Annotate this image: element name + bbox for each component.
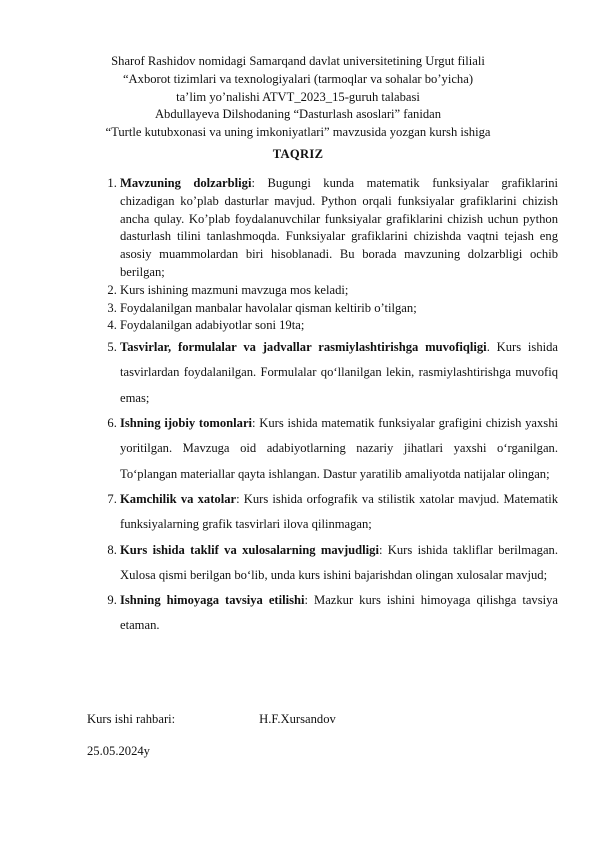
header-line-university: Sharof Rashidov nomidagi Samarqand davlat universitetining Urgut filiali bbox=[111, 54, 485, 68]
item-text: Foydalanilgan manbalar havolalar qisman keltirib o’tilgan; bbox=[120, 300, 417, 315]
header-line-student: Abdullayeva Dilshodaning “Dasturlash asoslari” fanidan bbox=[154, 107, 442, 122]
review-item-sources bbox=[120, 300, 558, 318]
review-item-relevance bbox=[120, 175, 558, 282]
supervisor-name: H.F.Xursandov bbox=[259, 712, 336, 726]
item-text: : Bugungi kunda matematik funksiyalar grafiklarini chizadigan ko’plab dasturlar mavjud. Python orqali funksiyalar grafiklarini chizish ancha qulay. Ko’plab foydalanuvchilar funksiyalar grafiklarini chizish uchun python dasturlash tilini tanlashmoqda. Funksiyalar grafiklarini chizishda vaqtni tejash eng asosiy muammolardan biri hisoblanadi. Bu borada mavzuning dolzarbligi ochib berilgan; bbox=[120, 176, 559, 279]
item-text: Foydalanilgan adabiyotlar soni 19ta; bbox=[120, 318, 305, 333]
review-item-shortcomings bbox=[120, 487, 558, 538]
review-item-content-match bbox=[120, 282, 558, 300]
item-heading: Ishning ijobiy tomonlari bbox=[120, 416, 253, 431]
item-text: : Mazkur kurs ishini himoyaga qilishga tavsiya etaman. bbox=[120, 593, 558, 633]
document-title: TAQRIZ bbox=[272, 147, 324, 161]
document-date: 25.05.2024y bbox=[87, 744, 150, 758]
item-heading: Kurs ishida taklif va xulosalarning mavjudligi bbox=[120, 542, 379, 557]
review-item-literature-count bbox=[120, 317, 558, 335]
item-heading: Kamchilik va xatolar bbox=[120, 491, 237, 506]
document-header bbox=[0, 53, 596, 142]
review-items-list bbox=[82, 175, 558, 639]
review-item-strengths bbox=[120, 411, 558, 487]
item-text: . Kurs ishida tasvirlardan foydalanilgan. Formulalar qo‘llanilgan lekin, rasmiylashtirishga muvofiq emas; bbox=[120, 340, 558, 405]
item-heading: Mavzuning dolzarbligi bbox=[120, 176, 252, 190]
item-text: : Kurs ishida matematik funksiyalar grafigini chizish yaxshi yoritilgan. Mavzuga oid adabiyotlarning nazariy jihatlari yaxshi o‘rganilgan. To‘plangan materiallar qayta ishlangan. Dastur yaratilib amaliyotda natijalar olingan; bbox=[120, 416, 558, 481]
item-text: Kurs ishining mazmuni mavzuga mos keladi; bbox=[120, 282, 349, 297]
signature-line bbox=[87, 712, 336, 727]
review-item-recommendation bbox=[120, 588, 558, 639]
item-text: : Kurs ishida takliflar berilmagan. Xulosa qismi berilgan bo‘lib, unda kurs ishini bajarishdan olingan xulosalar mavjud; bbox=[120, 542, 558, 582]
header-line-group: ta’lim yo’nalishi ATVT_2023_15-guruh talabasi bbox=[176, 89, 420, 104]
supervisor-label: Kurs ishi rahbari: bbox=[87, 712, 176, 726]
item-heading: Ishning himoyaga tavsiya etilishi bbox=[120, 593, 305, 608]
review-item-formatting bbox=[120, 335, 558, 411]
header-line-topic: “Turtle kutubxonasi va uning imkoniyatlari” mavzusida yozgan kursh ishiga bbox=[105, 125, 491, 140]
header-line-direction: “Axborot tizimlari va texnologiyalari (tarmoqlar va sohalar bo’yicha) bbox=[122, 71, 474, 86]
item-text: : Kurs ishida orfografik va stilistik xatolar mavjud. Matematik funksiyalarning grafik tasvirlari ilova qilinmagan; bbox=[120, 491, 558, 532]
review-item-conclusions bbox=[120, 538, 558, 589]
item-heading: Tasvirlar, formulalar va jadvallar rasmiylashtirishga muvofiqligi bbox=[120, 340, 487, 355]
